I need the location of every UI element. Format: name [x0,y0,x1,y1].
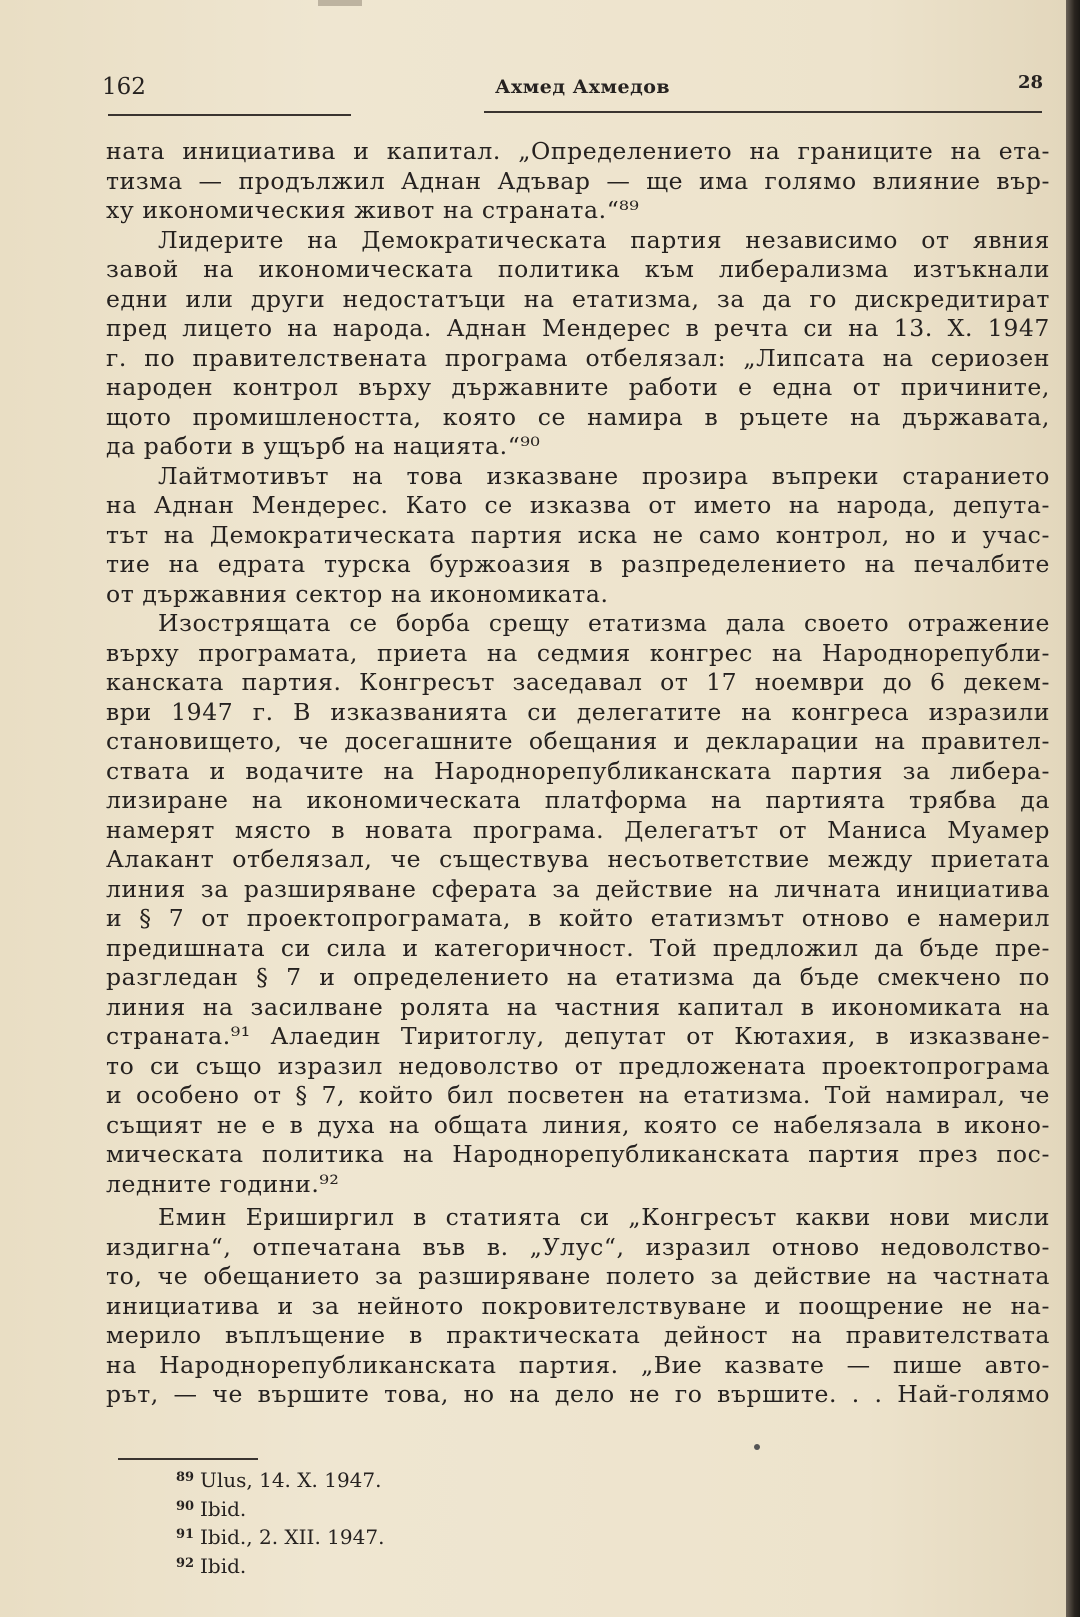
text-line: и особено от § 7, който бил посветен на етатизма. Той намирал, че [106,1081,1050,1109]
page-header [100,70,1045,110]
text-line: от държавния сектор на икономиката. [106,579,609,608]
text-line: Алакант отбелязал, че съществува несъответствие между приетата [106,845,1050,873]
text-line: г. по правителствената програма отбелязал: „Липсата на сериозен [106,343,1050,372]
text-line: мическата политика на Народнорепубликанската партия през пос- [106,1140,1050,1168]
text-line: тът на Демократическата партия иска не само контрол, но и учас- [106,520,1050,549]
corner-number: 28 [1017,72,1043,93]
header-rule-left [108,114,351,116]
text-line: тие на едрата турска буржоазия в разпределението на печалбите [106,550,1050,578]
text-line: Изострящата се борба срещу етатизма дала своето отражение [158,609,1050,637]
text-line: инициатива и за нейното покровителствуване и поощрение не на- [106,1291,1050,1320]
footnotes [176,1465,384,1579]
text-line: ствата и водачите на Народнорепубликанската партия за либера- [106,756,1050,785]
ink-dot [754,1444,760,1450]
footnote [176,1522,384,1551]
text-line: ху икономическия живот на страната.“⁸⁹ [106,196,640,224]
page-number: 162 [102,74,146,100]
text-line: ледните години.⁹² [106,1169,340,1198]
text-line: линия на засилване ролята на частния капитал в икономиката на [106,992,1050,1021]
footnote [176,1494,384,1523]
text-line: разгледан § 7 и определението на етатизма да бъде смекчено по [106,963,1050,991]
text-line: канската партия. Конгресът заседавал от 17 ноември до 6 декем- [106,668,1050,696]
footnote-text: Ulus, 14. X. 1947. [200,1468,382,1492]
text-line: становището, че досегашните обещания и декларации на правител- [106,727,1050,755]
running-head: Ахмед Ахмедов [495,76,671,98]
text-line: то, че обещанието за разширяване полето за действие на частната [106,1262,1050,1290]
scan-mark [318,0,362,6]
body-text [106,137,1050,1410]
footnote-number: 91 [176,1527,195,1542]
header-rule-right [484,111,1042,113]
text-line: едни или други недостатъци на етатизма, за да го дискредитират [106,284,1050,313]
footnote-number: 89 [176,1470,195,1485]
text-line: страната.⁹¹ Алаедин Тиритоглу, депутат от Кютахия, в изказване- [106,1022,1050,1050]
text-line: ната инициатива и капитал. „Определението на границите на ета- [106,137,1050,165]
text-line: тизма — продължил Аднан Адъвар — ще има голямо влияние вър- [106,166,1050,195]
footnote [176,1551,384,1580]
text-line: и § 7 от проектопрограмата, в който етатизмът отново е намерил [106,904,1050,932]
footnote-text: Ibid. [200,1553,247,1578]
text-line: ври 1947 г. В изказванията си делегатите на конгреса изразили [106,697,1050,726]
text-line: щото промишлеността, която се намира в ръцете на държавата, [106,402,1050,431]
text-line: мерило въплъщение в практическата дейност на правителствата [106,1321,1050,1349]
text-line: намерят място в новата програма. Делегатът от Маниса Муамер [106,815,1050,844]
text-line: Лидерите на Демократическата партия независимо от явния [158,225,1050,254]
footnote-text: Ibid. [200,1496,247,1521]
text-line: то си също изразил недоволство от предложената проектопрограма [106,1051,1050,1080]
text-line: същият не е в духа на общата линия, която се набелязала в иконо- [106,1110,1050,1139]
footnote-number: 90 [176,1498,195,1514]
footnote-text: Ibid., 2. XII. 1947. [200,1525,385,1549]
text-line: да работи в ущърб на нацията.“⁹⁰ [106,432,541,460]
text-line: лизиране на икономическата платформа на партията трябва да [106,786,1050,814]
text-line: пред лицето на народа. Аднан Мендерес в речта си на 13. X. 1947 [106,314,1050,342]
text-line: на Народнорепубликанската партия. „Вие казвате — пише авто- [106,1350,1050,1379]
text-line: завой на икономическата политика към либерализма изтъкнали [106,255,1050,283]
text-line: на Аднан Мендерес. Като се изказва от името на народа, депута- [106,491,1050,519]
text-line: Емин Ериширгил в статията си „Конгресът какви нови мисли [158,1203,1050,1231]
text-line: линия за разширяване сферата за действие на личната инициатива [106,874,1050,903]
text-line: Лайтмотивът на това изказване прозира въпреки старанието [158,461,1050,490]
footnote-rule [118,1458,258,1460]
footnote-number: 92 [176,1555,195,1571]
book-spine-edge [1066,0,1080,1617]
text-line: предишната си сила и категоричност. Той предложил да бъде пре- [106,933,1050,962]
text-line: издигна“, отпечатана във в. „Улус“, изразил отново недоволство- [106,1232,1050,1261]
text-line: народен контрол върху държавните работи е една от причините, [106,373,1050,401]
text-line: върху програмата, приета на седмия конгрес на Народнорепубли- [106,638,1050,667]
text-line: рът, — че вършите това, но на дело не го вършите. . . Най-голямо [106,1380,1050,1408]
footnote [176,1465,384,1494]
